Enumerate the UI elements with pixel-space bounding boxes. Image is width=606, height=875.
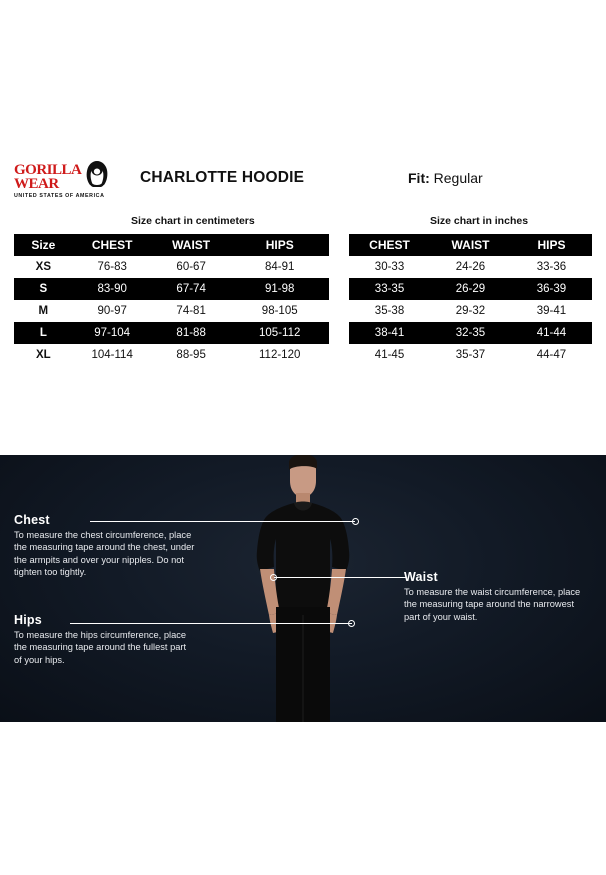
- cell-cm-chest: 76-83: [73, 256, 152, 278]
- fit-value: Regular: [433, 170, 483, 186]
- fit-info: [408, 170, 483, 186]
- guide-waist-text: To measure the waist circumference, place the measuring tape around the narrowest part of your waist.: [404, 587, 581, 622]
- th-cm-waist: WAIST: [152, 234, 231, 256]
- brand-word-wear: WEAR: [14, 176, 59, 193]
- table-row: [14, 322, 592, 344]
- guide-chest-title: Chest: [14, 513, 50, 527]
- cell-cm-hips: 105-112: [231, 322, 329, 344]
- cell-in-chest: 33-35: [349, 278, 430, 300]
- table-row: [14, 300, 592, 322]
- cell-size: XS: [14, 256, 73, 278]
- header: [0, 150, 606, 206]
- cell-cm-hips: 112-120: [231, 344, 329, 366]
- page-title: CHARLOTTE HOODIE: [140, 169, 305, 186]
- cell-cm-chest: 104-114: [73, 344, 152, 366]
- guide-hips-title: Hips: [14, 613, 42, 627]
- measurement-guide-photo: [0, 455, 606, 722]
- cell-size: M: [14, 300, 73, 322]
- model-illustration: [228, 455, 378, 722]
- th-in-hips: HIPS: [511, 234, 592, 256]
- brand-subtitle: UNITED STATES OF AMERICA: [14, 192, 105, 199]
- th-size: Size: [14, 234, 73, 256]
- cell-spacer: [329, 256, 349, 278]
- cell-cm-waist: 88-95: [152, 344, 231, 366]
- th-cm-hips: HIPS: [231, 234, 329, 256]
- cell-in-chest: 41-45: [349, 344, 430, 366]
- cell-in-hips: 33-36: [511, 256, 592, 278]
- fit-label: Fit:: [408, 170, 430, 186]
- cell-cm-waist: 60-67: [152, 256, 231, 278]
- brand-logo: [14, 157, 126, 199]
- th-spacer: [329, 234, 349, 256]
- size-chart-table: [14, 234, 592, 366]
- guide-hips-text: To measure the hips circumference, place the measuring tape around the fullest part of your hips.: [14, 630, 187, 665]
- table-header-row: [14, 234, 592, 256]
- cell-in-hips: 41-44: [511, 322, 592, 344]
- cell-in-waist: 26-29: [430, 278, 511, 300]
- cell-cm-hips: 84-91: [231, 256, 329, 278]
- cell-cm-hips: 98-105: [231, 300, 329, 322]
- table-row: [14, 256, 592, 278]
- label-inches: Size chart in inches: [430, 215, 529, 227]
- cell-cm-hips: 91-98: [231, 278, 329, 300]
- cell-cm-chest: 83-90: [73, 278, 152, 300]
- table-row: [14, 344, 592, 366]
- cell-in-chest: 35-38: [349, 300, 430, 322]
- guide-chest: [14, 513, 204, 578]
- cell-in-hips: 44-47: [511, 344, 592, 366]
- th-in-chest: CHEST: [349, 234, 430, 256]
- cell-size: L: [14, 322, 73, 344]
- cell-cm-waist: 81-88: [152, 322, 231, 344]
- cell-in-chest: 38-41: [349, 322, 430, 344]
- cell-in-hips: 39-41: [511, 300, 592, 322]
- label-centimeters: Size chart in centimeters: [131, 215, 255, 227]
- cell-in-waist: 24-26: [430, 256, 511, 278]
- cell-in-waist: 32-35: [430, 322, 511, 344]
- cell-in-chest: 30-33: [349, 256, 430, 278]
- cell-in-hips: 36-39: [511, 278, 592, 300]
- cell-size: XL: [14, 344, 73, 366]
- cell-cm-waist: 67-74: [152, 278, 231, 300]
- cell-size: S: [14, 278, 73, 300]
- cell-spacer: [329, 278, 349, 300]
- cell-cm-chest: 90-97: [73, 300, 152, 322]
- guide-waist: [404, 570, 584, 623]
- th-cm-chest: CHEST: [73, 234, 152, 256]
- brand-word-gorilla: GORILLA: [14, 162, 82, 179]
- gorilla-logo-icon: [84, 157, 110, 191]
- cell-cm-waist: 74-81: [152, 300, 231, 322]
- cell-in-waist: 29-32: [430, 300, 511, 322]
- table-row: [14, 278, 592, 300]
- th-in-waist: WAIST: [430, 234, 511, 256]
- cell-spacer: [329, 322, 349, 344]
- brand-logo-top: [14, 157, 110, 192]
- brand-wordmark: [14, 164, 81, 192]
- chart-section-labels: [0, 215, 606, 233]
- guide-hips: [14, 613, 194, 666]
- guide-waist-title: Waist: [404, 570, 438, 584]
- cell-spacer: [329, 300, 349, 322]
- guide-chest-text: To measure the chest circumference, place the measuring tape around the chest, under the armpits and over your nipples. Do not tighten too tightly.: [14, 530, 195, 577]
- cell-in-waist: 35-37: [430, 344, 511, 366]
- cell-cm-chest: 97-104: [73, 322, 152, 344]
- cell-spacer: [329, 344, 349, 366]
